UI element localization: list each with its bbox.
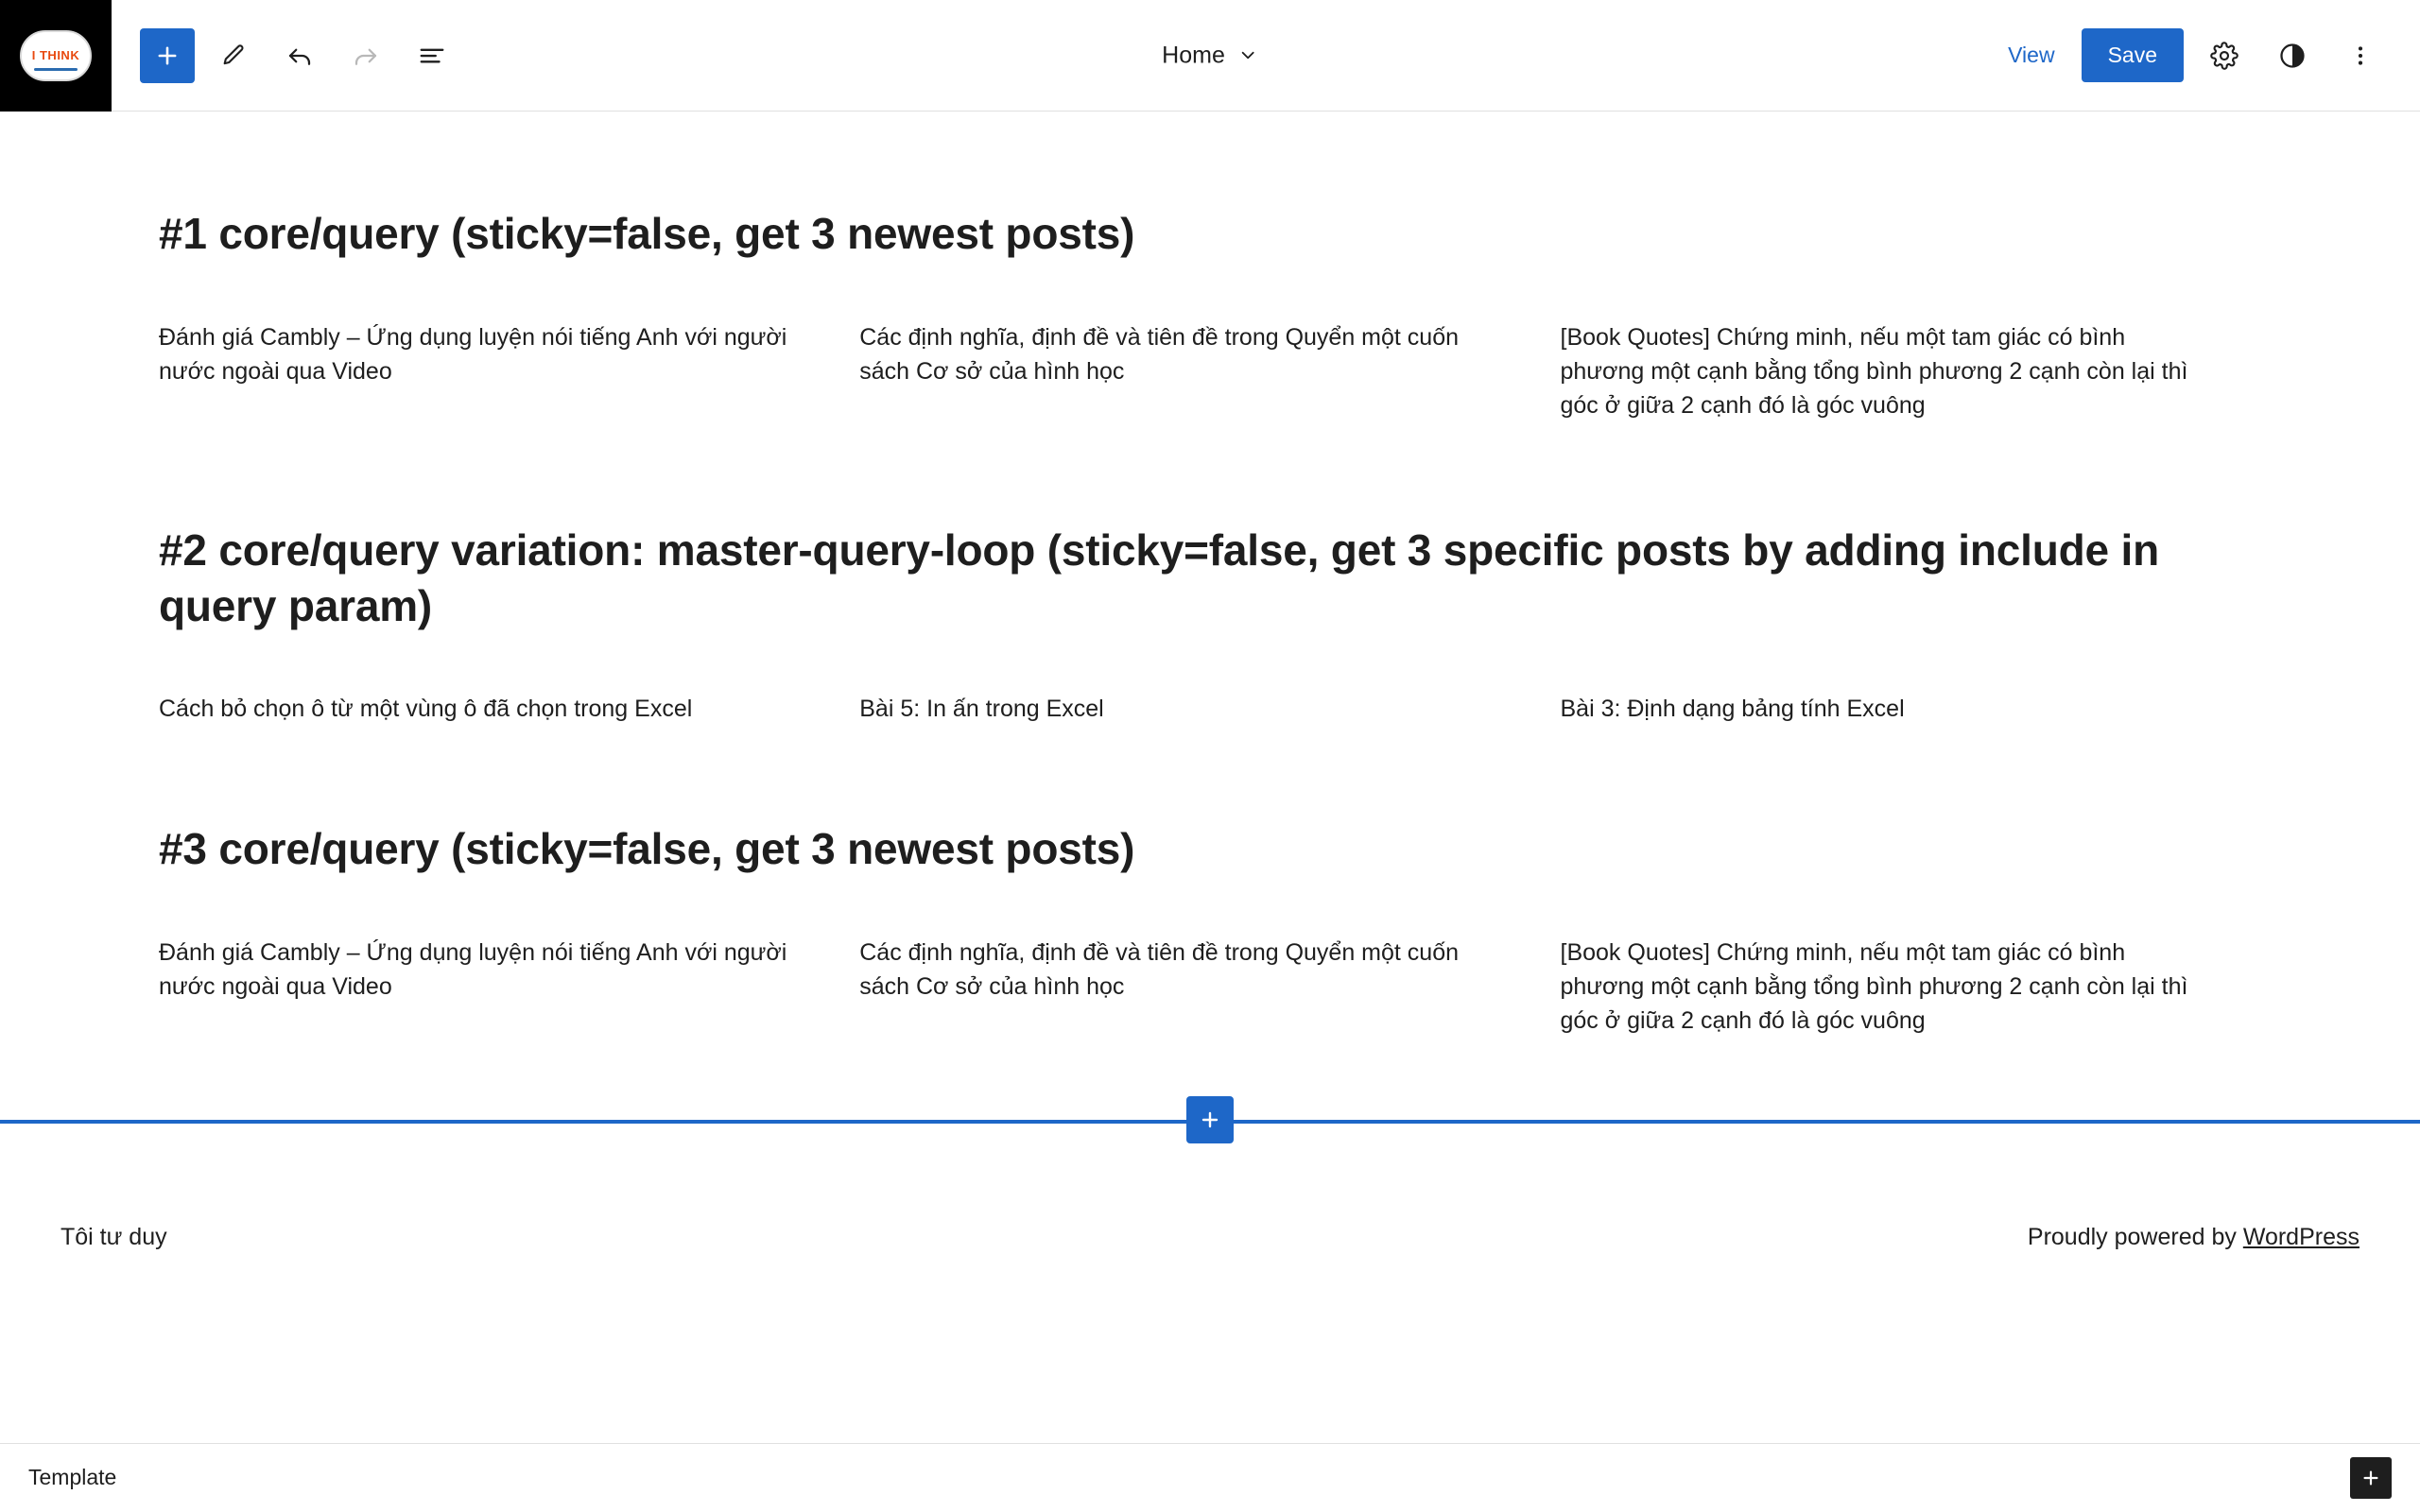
post-item[interactable] — [859, 692, 1560, 726]
view-button[interactable]: View — [2008, 43, 2055, 67]
post-title[interactable]: Các định nghĩa, định đề và tiên đề trong Quyển một cuốn sách Cơ sở của hình học — [859, 323, 1460, 386]
template-content — [0, 112, 2420, 1251]
post-title[interactable]: Cách bỏ chọn ô từ một vùng ô đã chọn trong Excel — [159, 696, 693, 723]
chevron-down-icon — [1237, 45, 1258, 66]
post-title[interactable]: Bài 3: Định dạng bảng tính Excel — [1560, 696, 1905, 723]
query-loop-2 — [0, 633, 2420, 726]
plus-square-icon[interactable] — [2350, 1457, 2392, 1499]
query-loop-3 — [0, 877, 2420, 1039]
post-item[interactable] — [859, 320, 1560, 423]
credit-text — [2028, 1224, 2360, 1251]
query-loop-1 — [0, 262, 2420, 423]
gear-icon[interactable] — [2197, 28, 2252, 83]
heading-query-3[interactable]: #3 core/query (sticky=false, get 3 newest posts) — [159, 823, 1135, 873]
post-item[interactable] — [159, 936, 859, 1039]
editor-canvas — [0, 112, 2420, 1511]
status-bar-right — [2350, 1457, 2392, 1499]
inline-add-block-button[interactable] — [1186, 1096, 1234, 1143]
block-heading-3-wrap — [0, 727, 2420, 877]
site-logo — [20, 30, 92, 81]
post-item[interactable] — [1561, 936, 2261, 1039]
redo-button[interactable] — [338, 28, 393, 83]
post-item[interactable] — [1561, 320, 2261, 423]
document-overview-button[interactable] — [405, 28, 459, 83]
post-item[interactable] — [1561, 692, 2261, 726]
site-logo-text: I THINK — [31, 48, 80, 62]
editor-toolbar — [0, 0, 2420, 112]
post-title[interactable]: Các định nghĩa, định đề và tiên đề trong Quyển một cuốn sách Cơ sở của hình học — [859, 938, 1460, 1000]
document-title: Home — [1162, 42, 1225, 68]
post-title[interactable]: [Book Quotes] Chứng minh, nếu một tam giác có bình phương một cạnh bằng tổng bình phương 2 cạnh còn lại thì góc ở giữa 2 cạnh đó là góc vuông — [1560, 938, 2188, 1034]
post-item[interactable] — [159, 692, 859, 726]
block-inserter-divider — [0, 1096, 2420, 1143]
template-footer — [0, 1143, 2420, 1251]
save-button[interactable]: Save — [2082, 28, 2184, 82]
site-icon-button[interactable] — [0, 0, 112, 112]
document-title-button[interactable] — [1162, 42, 1258, 69]
post-title[interactable]: Đánh giá Cambly – Ứng dụng luyện nói tiếng Anh với người nước ngoài qua Video — [159, 938, 787, 1000]
post-item[interactable] — [859, 936, 1560, 1039]
post-title[interactable]: Đánh giá Cambly – Ứng dụng luyện nói tiếng Anh với người nước ngoài qua Video — [159, 323, 787, 386]
editor-status-bar — [0, 1443, 2420, 1511]
post-title[interactable]: Bài 5: In ấn trong Excel — [859, 696, 1104, 723]
block-heading-2-wrap — [0, 423, 2420, 634]
block-heading-1-wrap — [0, 112, 2420, 262]
site-title[interactable]: Tôi tư duy — [60, 1224, 167, 1251]
credit-prefix: Proudly powered by — [2027, 1224, 2243, 1251]
breadcrumb[interactable]: Template — [28, 1465, 117, 1489]
pencil-icon[interactable] — [206, 28, 261, 83]
add-block-button[interactable] — [140, 28, 195, 83]
half-circle-contrast-icon[interactable] — [2265, 28, 2320, 83]
toolbar-left-group — [112, 28, 459, 83]
post-item[interactable] — [159, 320, 859, 423]
kebab-menu-icon[interactable] — [2333, 28, 2388, 83]
post-title[interactable]: [Book Quotes] Chứng minh, nếu một tam giác có bình phương một cạnh bằng tổng bình phương 2 cạnh còn lại thì góc ở giữa 2 cạnh đó là góc vuông — [1560, 323, 2188, 420]
heading-query-1[interactable]: #1 core/query (sticky=false, get 3 newest posts) — [159, 209, 1135, 258]
toolbar-right-group — [1995, 28, 2420, 83]
undo-button[interactable] — [272, 28, 327, 83]
wordpress-link[interactable]: WordPress — [2242, 1224, 2360, 1251]
heading-query-2[interactable]: #2 core/query variation: master-query-loop (sticky=false, get 3 specific posts by adding include in query param) — [159, 524, 2159, 630]
